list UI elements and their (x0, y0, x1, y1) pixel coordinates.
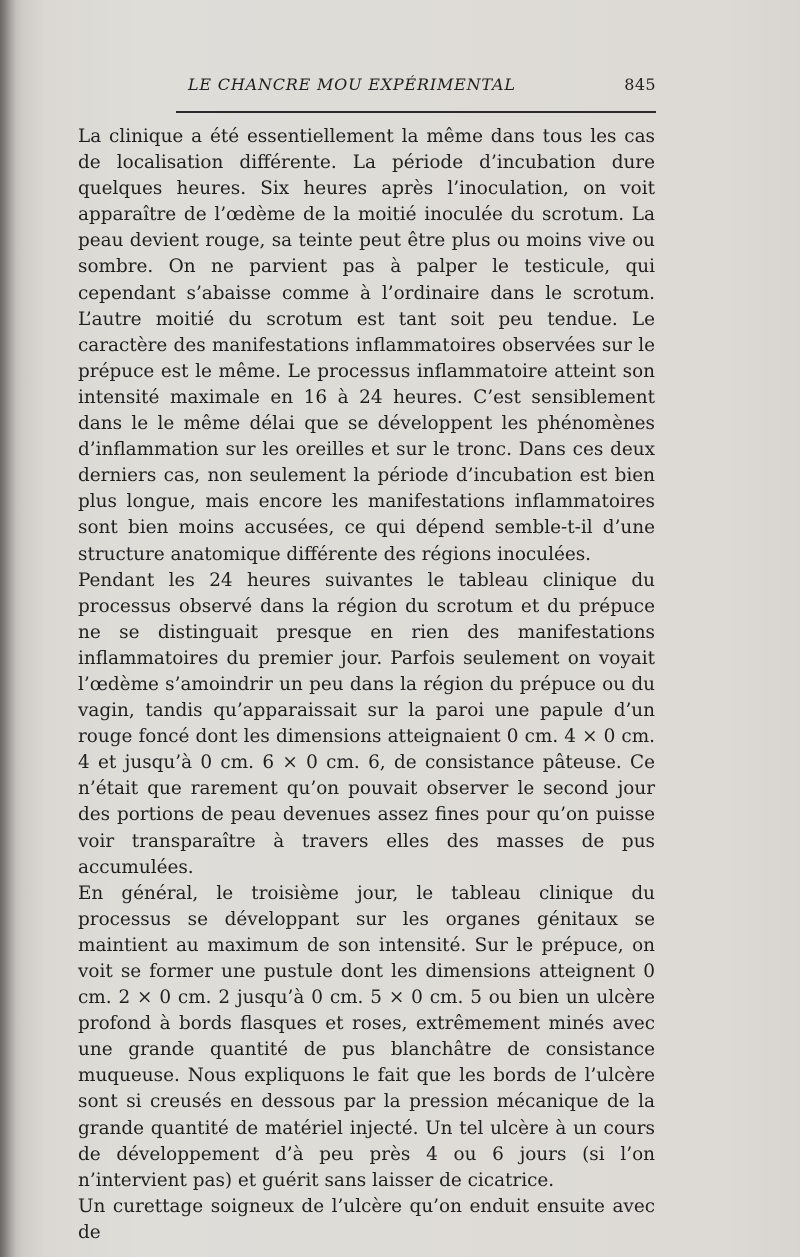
running-head (188, 75, 656, 103)
page-number: 845 (624, 75, 656, 94)
binding-shadow (0, 0, 16, 1257)
header-rule (176, 111, 656, 113)
running-title: LE CHANCRE MOU EXPÉRIMENTAL (188, 75, 516, 94)
paragraph-2: Pendant les 24 heures suivantes le tableau clinique du processus observé dans la région du scrotum et du prépuce ne se distinguait presque en rien des manifestations inflammatoires du premier jour. Parfois seulement on voyait l’œdème s’amoindrir un peu dans la région du prépuce ou du vagin, tandis qu’apparaissait sur la paroi une papule d’un rouge foncé dont les dimensions atteignaient 0 cm. 4 × 0 cm. 4 et jusqu’à 0 cm. 6 × 0 cm. 6, de consistance pâteuse. Ce n’était que rarement qu’on pouvait observer le second jour des portions de peau devenues assez fines pour qu’on puisse voir transparaître à travers elles des masses de pus accumulées. (78, 569, 655, 878)
paragraph-4: Un curettage soigneux de l’ulcère qu’on enduit ensuite avec de (78, 1195, 655, 1243)
body-text (78, 124, 655, 1246)
paragraph-1: La clinique a été essentiellement la même dans tous les cas de localisation différente. La période d’incubation dure quelques heures. Six heures après l’inoculation, on voit apparaître de l’œdème de la moitié inoculée du scrotum. La peau devient rouge, sa teinte peut être plus ou moins vive ou sombre. On ne parvient pas à palper le testicule, qui cependant s’abaisse comme à l’ordinaire dans le scrotum. L’autre moitié du scrotum est tant soit peu tendue. Le caractère des manifestations inflammatoires observées sur le prépuce est le même. Le processus inflammatoire atteint son intensité maximale en 16 à 24 heures. C’est sensiblement dans le le même délai que se développent les phénomènes d’inflammation sur les oreilles et sur le tronc. Dans ces deux derniers cas, non seulement la période d’incubation est bien plus longue, mais encore les manifestations inflammatoires sont bien moins accusées, ce qui dépend semble-t-il d’une structure anatomique différente des régions inoculées. (78, 126, 655, 565)
paragraph-3: En général, le troisième jour, le tableau clinique du processus se développant sur les organes génitaux se maintient au maximum de son intensité. Sur le prépuce, on voit se former une pustule dont les dimensions atteignent 0 cm. 2 × 0 cm. 2 jusqu’à 0 cm. 5 × 0 cm. 5 ou bien un ulcère profond à bords flasques et roses, extrêmement minés avec une grande quantité de pus blanchâtre de consistance muqueuse. Nous expliquons le fait que les bords de l’ulcère sont si creusés en dessous par la pression mécanique de la grande quantité de matériel injecté. Un tel ulcère à un cours de développement d’à peu près 4 ou 6 jours (si l’on n’intervient pas) et guérit sans laisser de cicatrice. (78, 882, 655, 1191)
